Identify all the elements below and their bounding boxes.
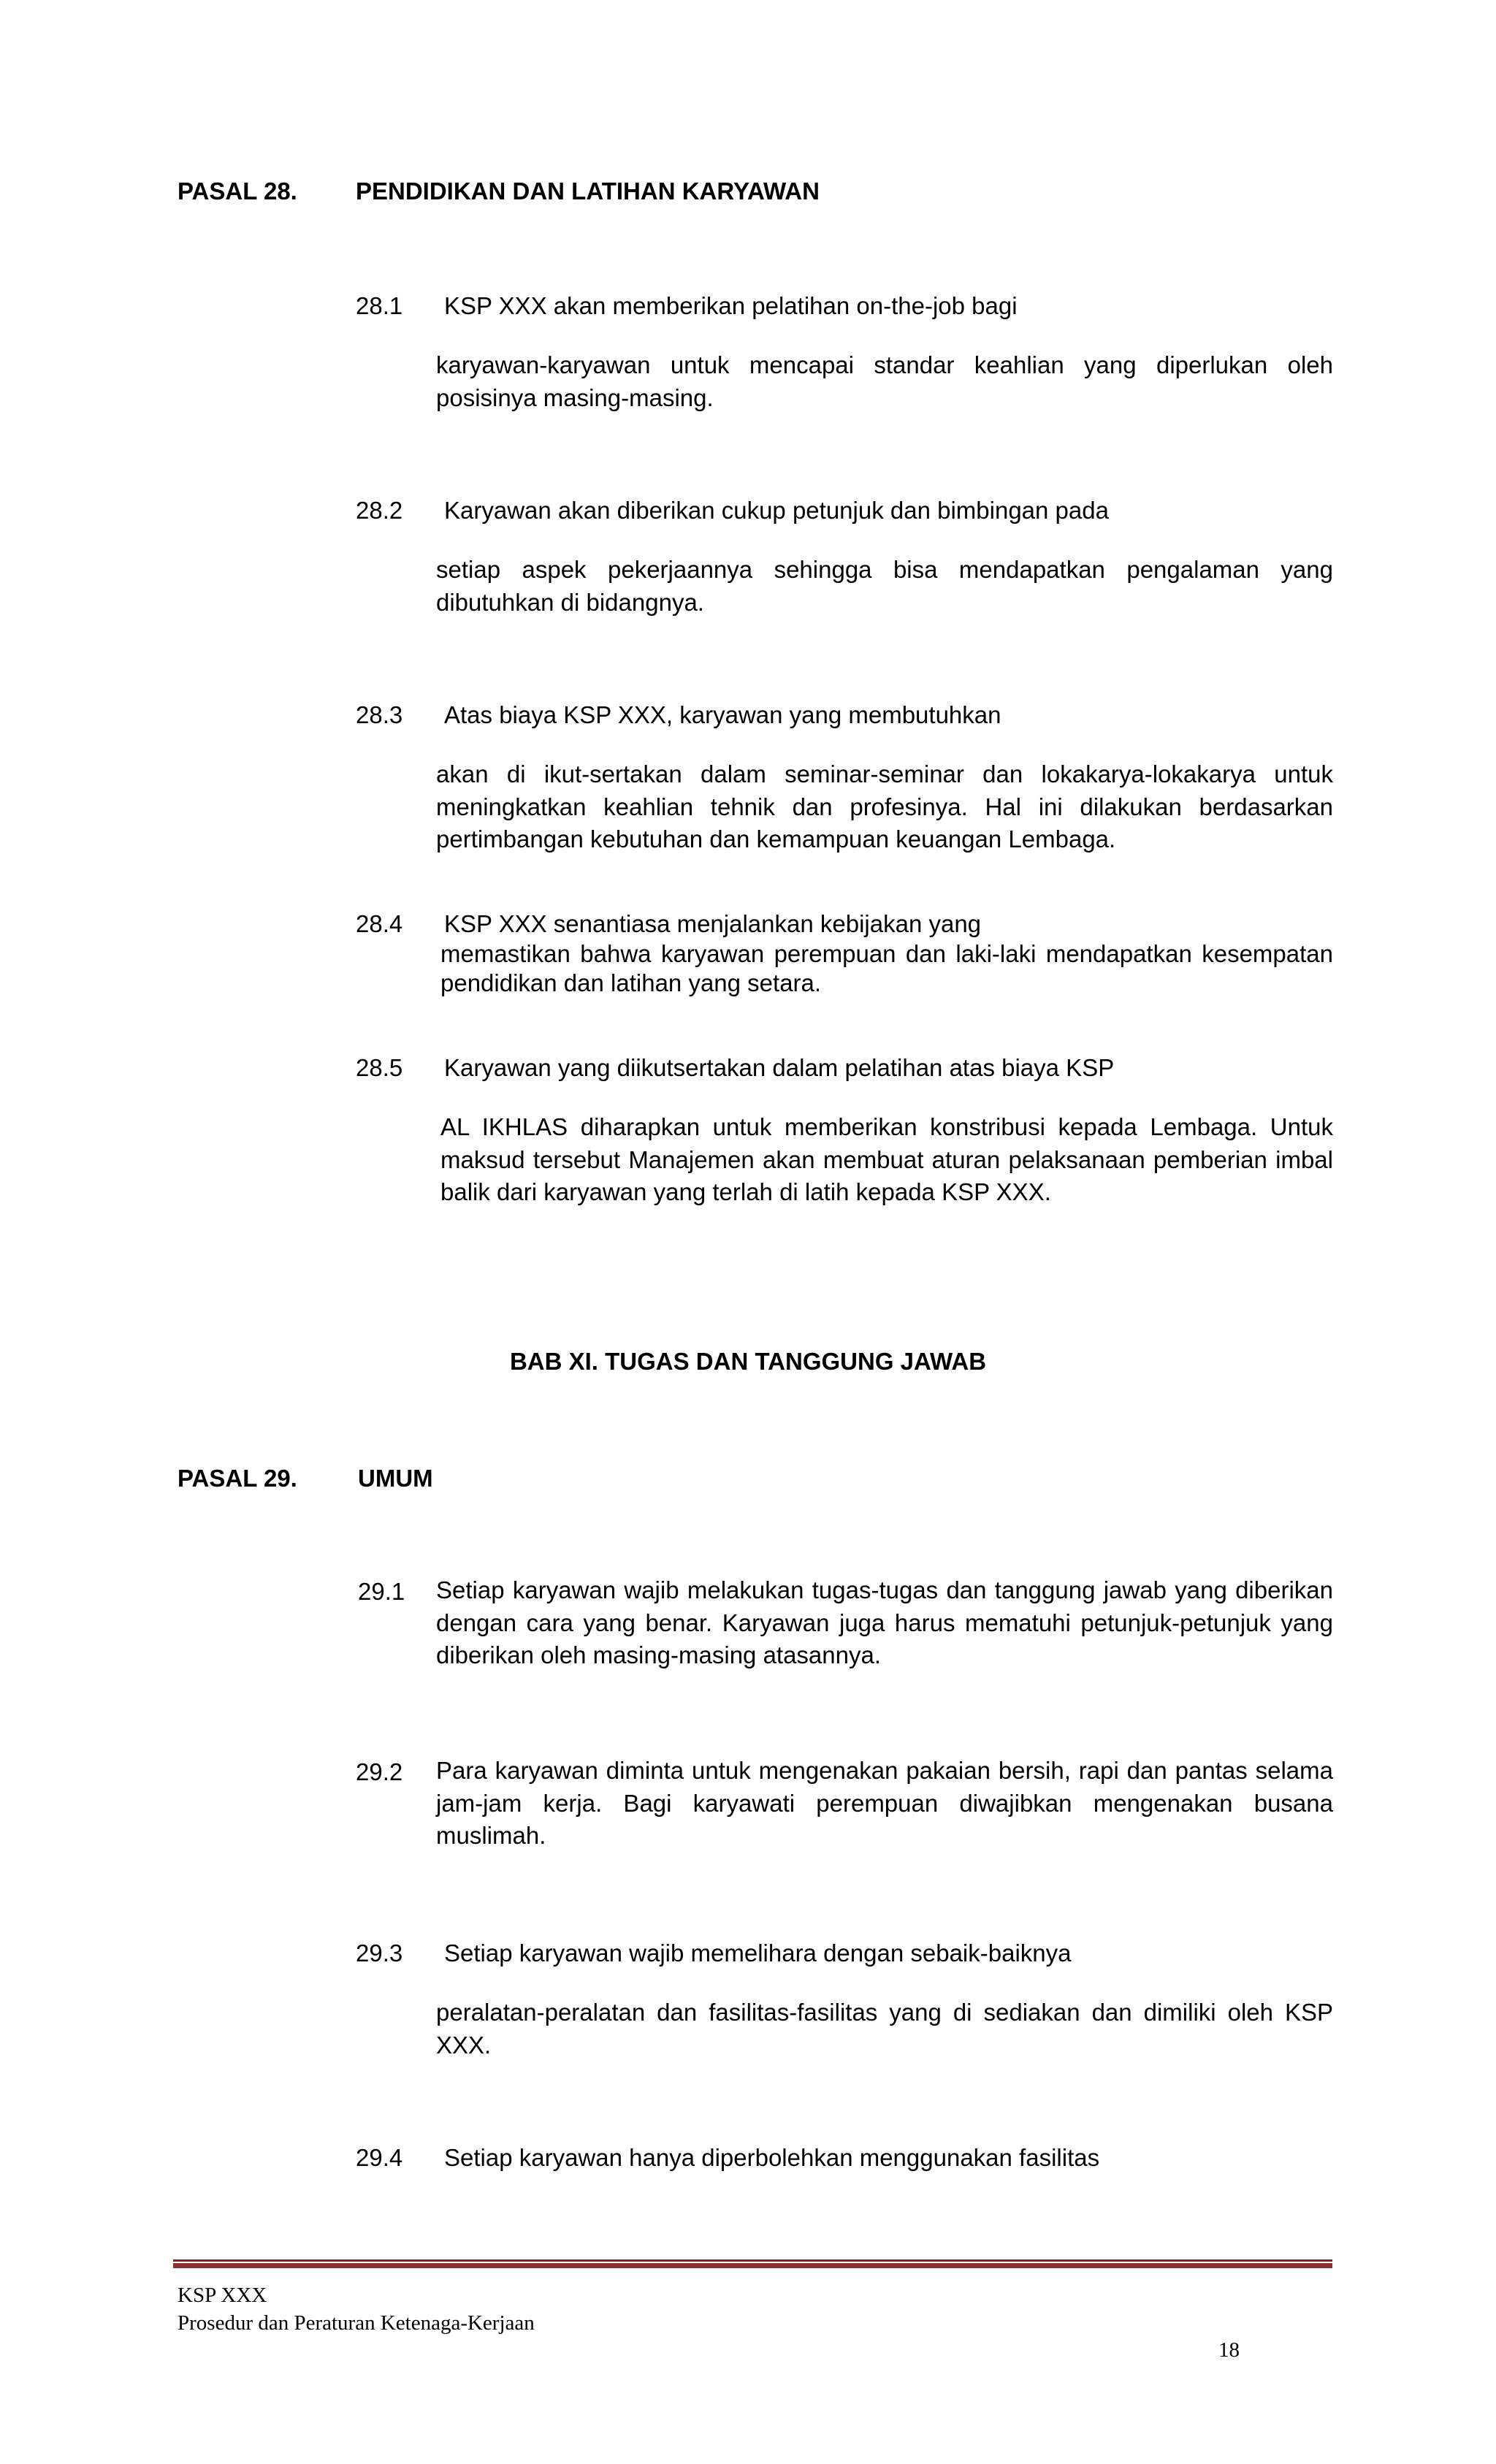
pasal-28-title: PENDIDIKAN DAN LATIHAN KARYAWAN [356, 178, 820, 205]
clause-28-2-continuation: setiap aspek pekerjaannya sehingga bisa mendapatkan pengalaman yang dibutuhkan di bidangnya. [436, 556, 1333, 616]
clause-29-3-continuation: peralatan-peralatan dan fasilitas-fasilitas yang di sediakan dan dimiliki oleh KSP XXX. [436, 1999, 1333, 2059]
clause-29-2-number: 29.2 [356, 1758, 403, 1785]
clause-29-3-intro: Setiap karyawan wajib memelihara dengan sebaik-baiknya [444, 1939, 1072, 1967]
footer-organization: KSP XXX [178, 2284, 267, 2307]
pasal-28-number: PASAL 28. [178, 178, 297, 205]
page-number: 18 [1218, 2338, 1240, 2362]
clause-28-3-continuation: akan di ikut-sertakan dalam seminar-seminar dan lokakarya-lokakarya untuk meningkatkan keahlian tehnik dan profesinya. Hal ini dilakukan berdasarkan pertimbangan kebutuhan dan kemampuan keuangan Lembaga. [436, 760, 1333, 853]
clause-29-3-number: 29.3 [356, 1939, 403, 1967]
clause-28-1-continuation: karyawan-karyawan untuk mencapai standar keahlian yang diperlukan oleh posisinya masing-masing. [436, 351, 1333, 411]
footer-document-title: Prosedur dan Peraturan Ketenaga-Kerjaan [178, 2311, 535, 2335]
clause-29-2-text: Para karyawan diminta untuk mengenakan pakaian bersih, rapi dan pantas selama jam-jam kerja. Bagi karyawati perempuan diwajibkan mengenakan busana muslimah. [436, 1757, 1333, 1849]
clause-28-3-intro: Atas biaya KSP XXX, karyawan yang membutuhkan [444, 701, 1001, 728]
clause-28-5-intro: Karyawan yang diikutsertakan dalam pelatihan atas biaya KSP [444, 1054, 1115, 1081]
clause-29-4-intro: Setiap karyawan hanya diperbolehkan menggunakan fasilitas [444, 2144, 1100, 2171]
clause-28-1-intro: KSP XXX akan memberikan pelatihan on-the-job bagi [444, 292, 1018, 319]
footer-rule-thick [173, 2263, 1332, 2268]
pasal-29-title: UMUM [358, 1465, 433, 1492]
footer-rule-thin [173, 2259, 1332, 2262]
clause-28-3-number: 28.3 [356, 701, 403, 728]
clause-28-2-number: 28.2 [356, 497, 403, 524]
chapter-title: BAB XI. TUGAS DAN TANGGUNG JAWAB [509, 1348, 987, 1375]
clause-28-1-number: 28.1 [356, 292, 403, 319]
clause-28-4-continuation: memastikan bahwa karyawan perempuan dan laki-laki mendapatkan kesempatan pendidikan dan latihan yang setara. [440, 940, 1333, 996]
clause-29-1-number: 29.1 [358, 1578, 405, 1605]
clause-28-5-continuation: AL IKHLAS diharapkan untuk memberikan konstribusi kepada Lembaga. Untuk maksud tersebut Manajemen akan membuat aturan pelaksanaan pemberian imbal balik dari karyawan yang terlah di latih kepada KSP XXX. [440, 1113, 1333, 1205]
clause-29-4-number: 29.4 [356, 2144, 403, 2171]
clause-28-4-number: 28.4 [356, 910, 403, 937]
clause-29-1-text: Setiap karyawan wajib melakukan tugas-tugas dan tanggung jawab yang diberikan dengan cara yang benar. Karyawan juga harus mematuhi petunjuk-petunjuk yang diberikan oleh masing-masing atasannya. [436, 1576, 1333, 1668]
pasal-29-number: PASAL 29. [178, 1465, 297, 1492]
clause-28-5-number: 28.5 [356, 1054, 403, 1081]
clause-28-2-intro: Karyawan akan diberikan cukup petunjuk dan bimbingan pada [444, 497, 1109, 524]
clause-28-4-intro: KSP XXX senantiasa menjalankan kebijakan yang [444, 910, 982, 937]
